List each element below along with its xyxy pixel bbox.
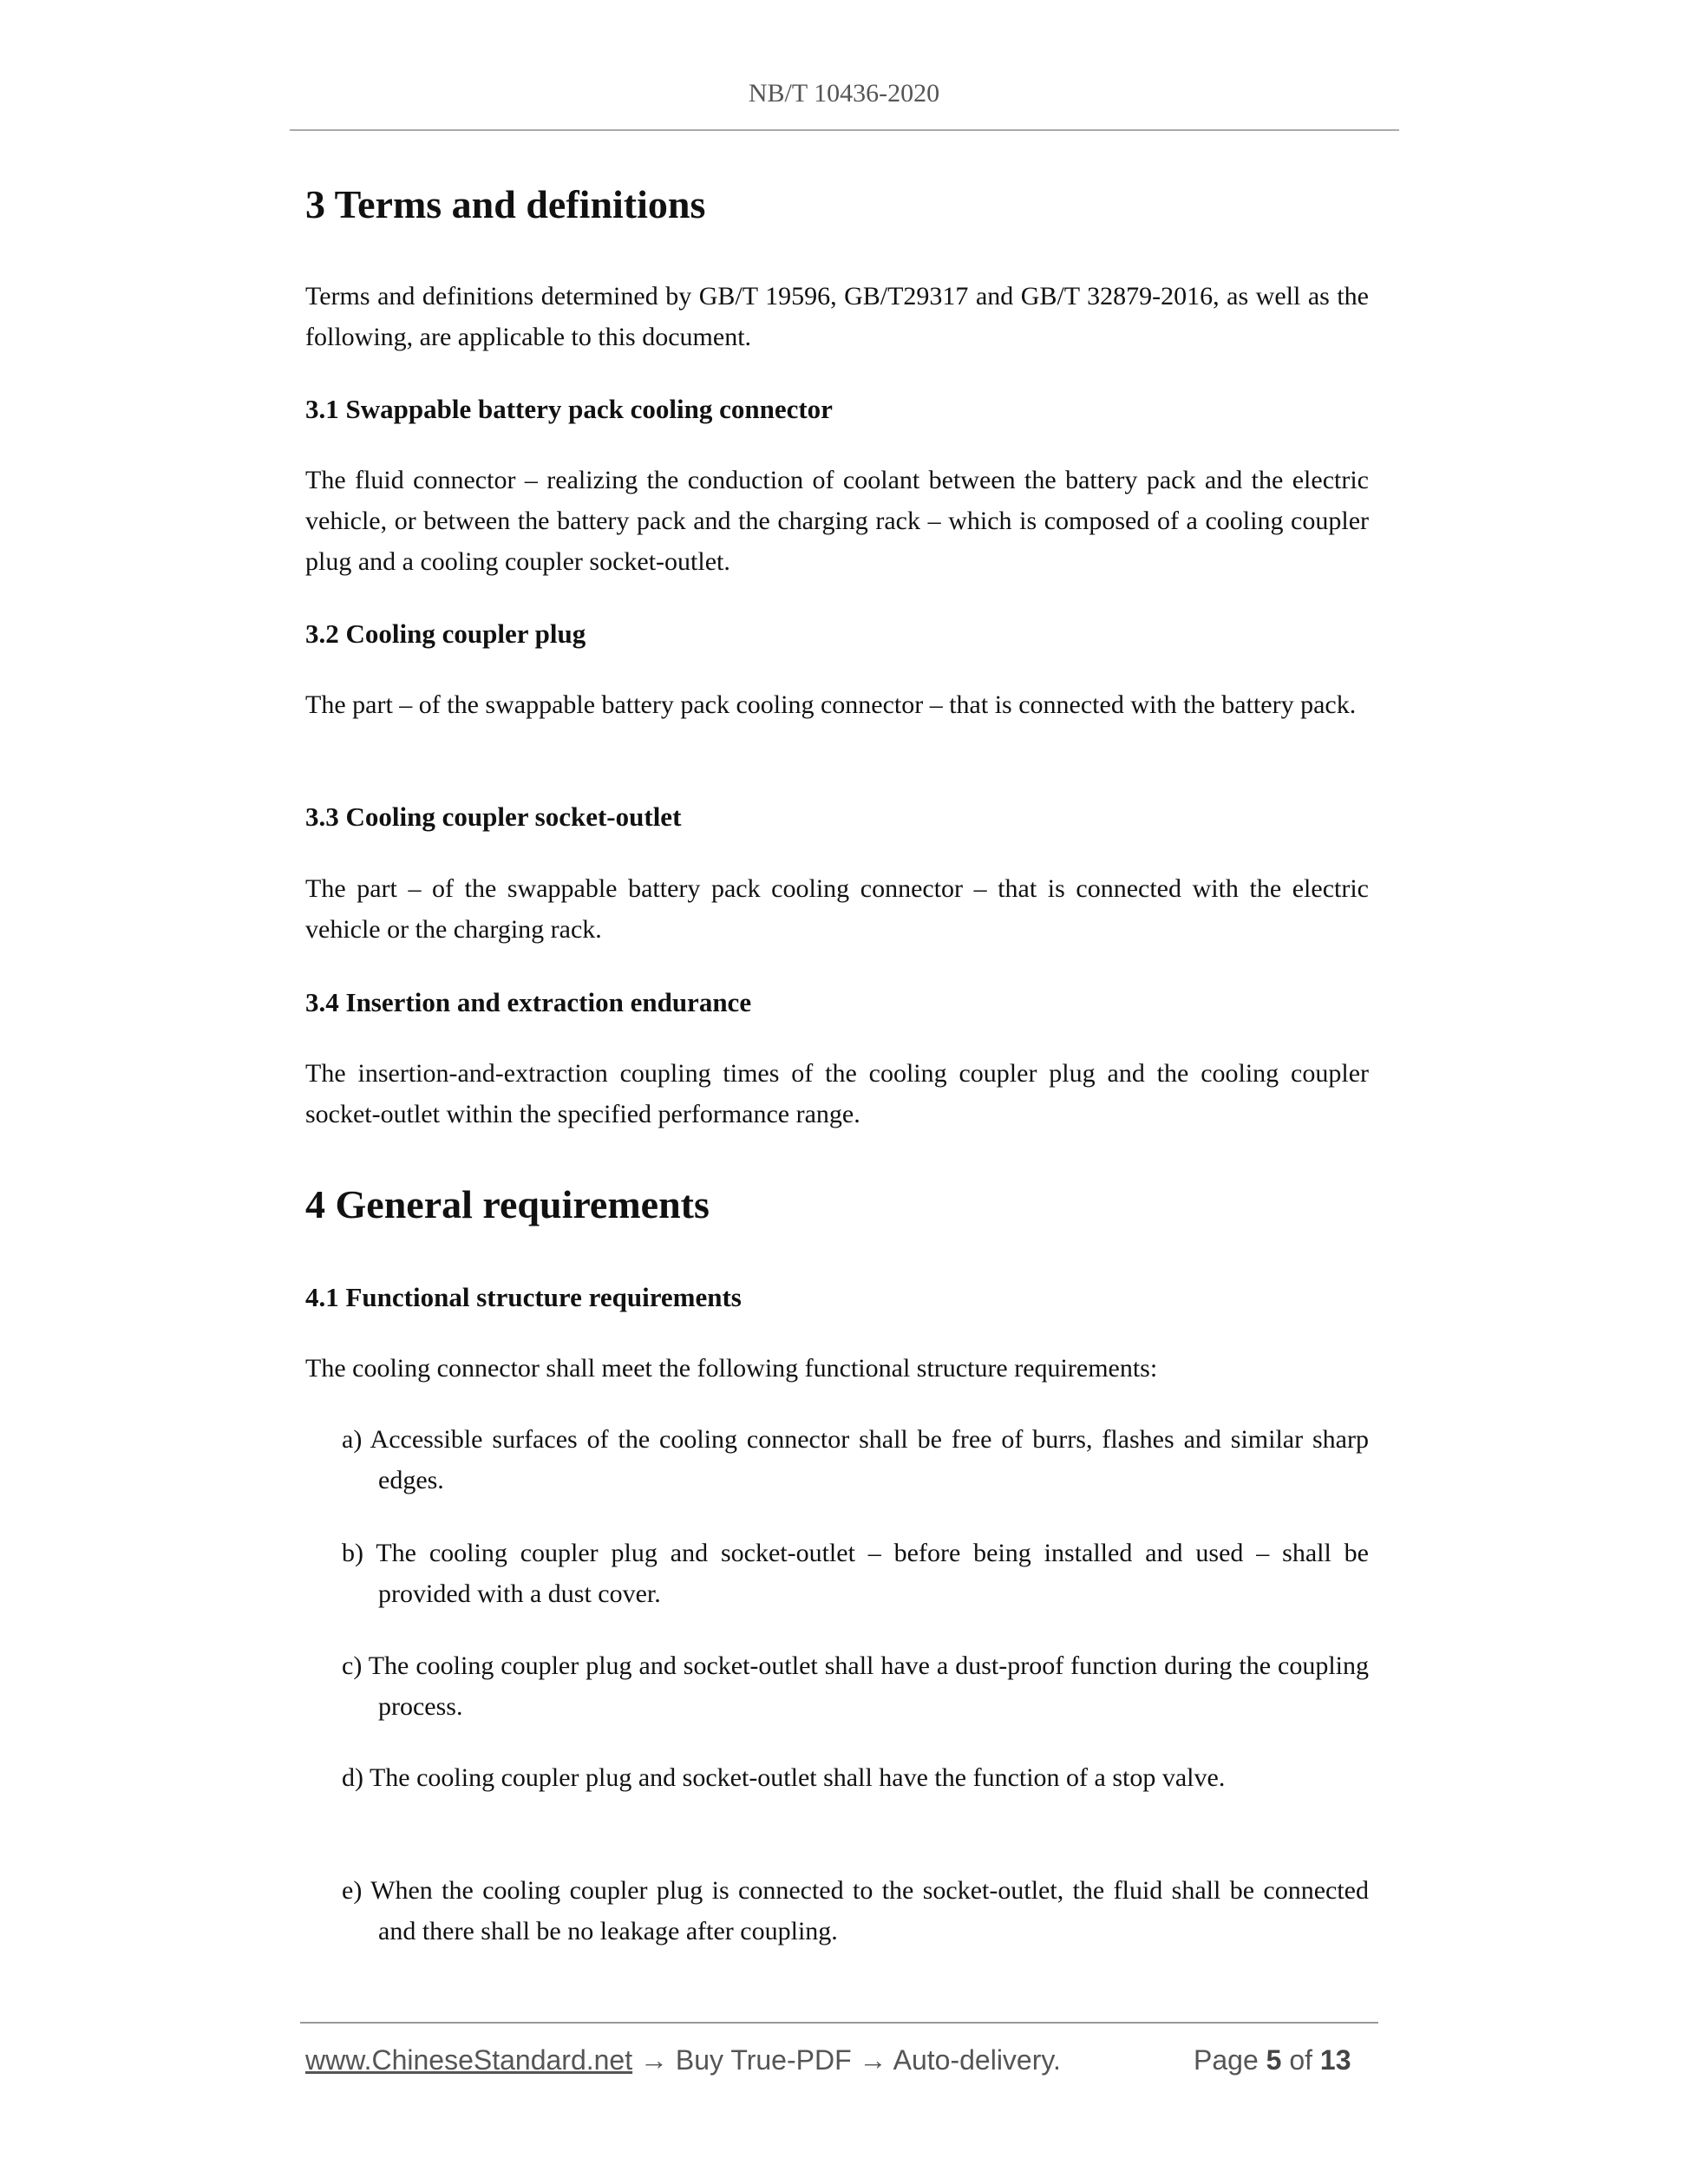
footer-promo — [305, 2043, 1061, 2077]
term-3-4-title: 3.4 Insertion and extraction endurance — [305, 987, 752, 1017]
page-indicator — [1194, 2043, 1351, 2077]
list-item-a: a) Accessible surfaces of the cooling connector shall be free of burrs, flashes and similar sharp edges. — [342, 1425, 1369, 1494]
section-4-1-intro: The cooling connector shall meet the following functional structure requirements: — [305, 1354, 1158, 1383]
current-page: 5 — [1266, 2044, 1282, 2076]
arrow-right-icon: → — [859, 2044, 887, 2076]
list-item-c: c) The cooling coupler plug and socket-outlet shall have a dust-proof function during the coupling process. — [342, 1651, 1369, 1721]
subsection-4-1-title: 4.1 Functional structure requirements — [305, 1282, 742, 1312]
list-item-b: b) The cooling coupler plug and socket-outlet – before being installed and used – shall be provided with a dust cover. — [342, 1539, 1369, 1608]
document-id-header: NB/T 10436-2020 — [748, 79, 940, 108]
arrow-right-icon: → — [640, 2044, 668, 2076]
list-item-d: d) The cooling coupler plug and socket-outlet shall have the function of a stop valve. — [342, 1763, 1226, 1792]
buy-pdf-text: Buy True-PDF — [675, 2044, 852, 2076]
page-label: Page — [1194, 2044, 1259, 2076]
term-3-2-title: 3.2 Cooling coupler plug — [305, 618, 586, 649]
term-3-1-text: The fluid connector – realizing the conduction of coolant between the battery pack and the electric vehicle, or between the battery pack and the charging rack – which is composed of a cooling coupler plug and a cooling coupler socket-outlet. — [305, 466, 1369, 576]
term-3-4-text: The insertion-and-extraction coupling times of the cooling coupler plug and the cooling coupler socket-outlet within the specified performance range. — [305, 1059, 1369, 1128]
section-4-title: 4 General requirements — [305, 1182, 710, 1226]
section-3-intro: Terms and definitions determined by GB/T 19596, GB/T29317 and GB/T 32879-2016, as well as the following, are applicable to this document. — [305, 282, 1369, 351]
header-divider — [290, 129, 1399, 131]
term-3-3-title: 3.3 Cooling coupler socket-outlet — [305, 801, 682, 832]
term-3-2-text: The part – of the swappable battery pack cooling connector – that is connected with the battery pack. — [305, 690, 1357, 719]
of-label: of — [1289, 2044, 1312, 2076]
website-link[interactable]: www.ChineseStandard.net — [305, 2044, 633, 2076]
footer-divider — [300, 2022, 1378, 2024]
list-item-e: e) When the cooling coupler plug is connected to the socket-outlet, the fluid shall be connected and there shall be no leakage after coupling. — [342, 1876, 1369, 1945]
auto-delivery-text: Auto-delivery. — [893, 2044, 1061, 2076]
term-3-3-text: The part – of the swappable battery pack cooling connector – that is connected with the electric vehicle or the charging rack. — [305, 874, 1369, 944]
total-pages: 13 — [1319, 2044, 1351, 2076]
section-3-title: 3 Terms and definitions — [305, 182, 706, 226]
term-3-1-title: 3.1 Swappable battery pack cooling connector — [305, 394, 833, 424]
